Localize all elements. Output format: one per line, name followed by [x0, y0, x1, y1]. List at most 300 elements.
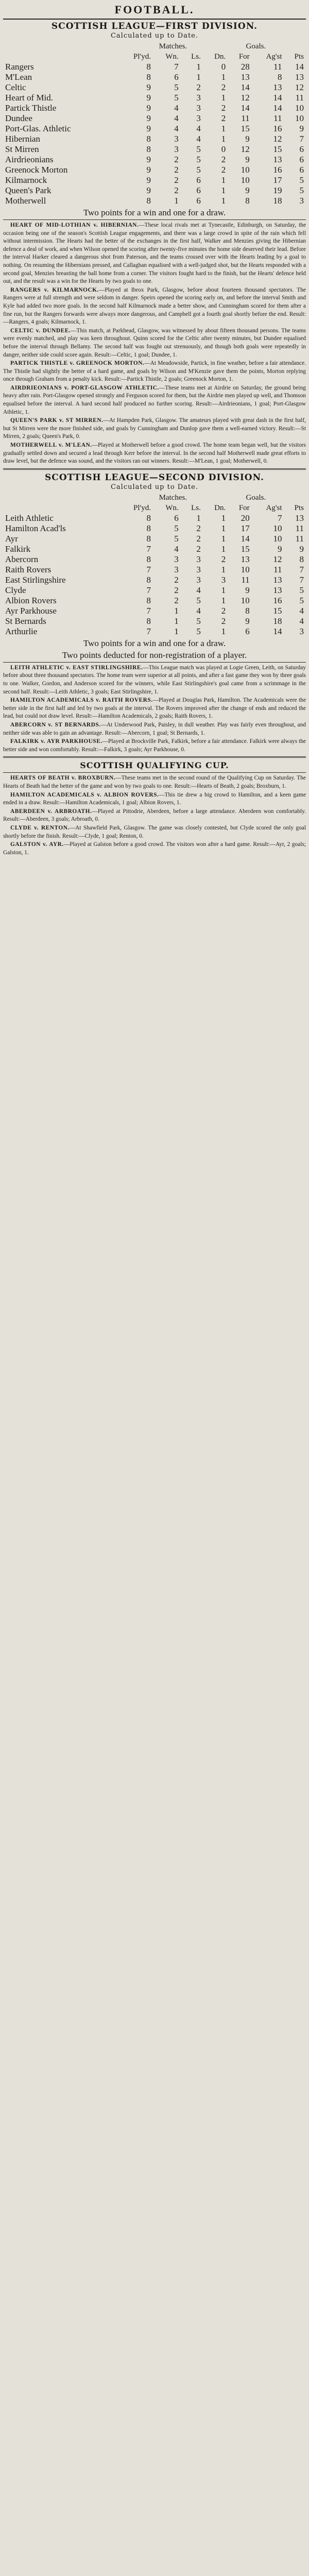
col-points-2: Pts: [294, 503, 304, 512]
match-heading: HAMILTON ACADEMICALS v. RAITH ROVERS.: [10, 697, 153, 704]
stat-cell: 6: [299, 165, 304, 175]
first-division-row: [3, 82, 306, 93]
stat-cell: 8: [146, 554, 151, 564]
team-name: Albion Rovers: [5, 595, 57, 605]
stat-cell: 11: [295, 93, 304, 103]
team-name: Kilmarnock: [5, 175, 47, 185]
stat-cell: 5: [299, 185, 304, 195]
match-heading: AIRDRIEONIANS v. PORT-GLASGOW ATHLETIC.: [10, 384, 159, 391]
team-name: Hamilton Acad'ls: [5, 523, 66, 533]
first-division-row: [3, 62, 306, 72]
second-division-subtitle: Calculated up to Date.: [110, 483, 199, 491]
second-division-reports: [3, 664, 306, 754]
stat-cell: 19: [273, 185, 282, 195]
second-division-row: [3, 565, 306, 575]
stat-cell: 8: [146, 513, 151, 523]
first-division-row: [3, 185, 306, 196]
stat-cell: 14: [241, 82, 250, 92]
stat-cell: 3: [196, 93, 201, 103]
stat-cell: 8: [146, 62, 151, 72]
qualifying-cup-report: [3, 774, 306, 790]
stat-cell: 7: [146, 585, 151, 595]
team-name: Greenock Morton: [5, 165, 68, 175]
match-text: —This tie drew a big crowd to Hamilton, and a keen game ended in a draw. Result:—Hamilton Academicals, 1 goal; Albion Rovers, 1.: [3, 791, 306, 806]
team-name: Heart of Mid.: [5, 93, 54, 103]
stat-cell: 13: [273, 82, 282, 92]
second-division-row: [3, 534, 306, 544]
second-division-group-header: [3, 493, 306, 503]
stat-cell: 9: [245, 585, 250, 595]
team-name: Celtic: [5, 82, 26, 92]
stat-cell: 7: [299, 564, 304, 574]
first-division-report: [3, 442, 306, 466]
first-division-report: [3, 327, 306, 359]
col-played: Pl'yd.: [133, 53, 151, 61]
second-division-row: [3, 585, 306, 596]
team-name: Queen's Park: [5, 185, 52, 195]
stat-cell: 1: [174, 626, 179, 636]
stat-cell: 1: [196, 62, 201, 72]
stat-cell: 10: [241, 165, 250, 175]
stat-cell: 8: [146, 144, 151, 154]
stat-cell: 6: [174, 513, 179, 523]
stat-cell: 11: [241, 574, 250, 585]
stat-cell: 14: [241, 533, 250, 544]
stat-cell: 4: [196, 605, 201, 616]
cup-separator: [3, 756, 306, 758]
stat-cell: 11: [295, 523, 304, 533]
match-text: —This match, at Parkhead, Glasgow, was witnessed by about fifteen thousand persons. The teams were evenly matched, and play was keen throughout. Quinn scored for the Celtic after twenty minutes, but Dundee equalised before the interval through Bellamy. The second half was fought out strenuously, and though both goals were repeatedly in danger, neither side could score again. Result:—Celtic, 1 goal; Dundee, 1.: [3, 327, 306, 358]
stat-cell: 4: [174, 124, 179, 133]
match-text: —At Shawfield Park, Glasgow. The game was closely contested, but Clyde scored the only goal shortly before the finish. Result:—Clyde, 1 goal; Renton, 0.: [3, 824, 306, 839]
stat-cell: 2: [196, 82, 201, 92]
match-heading: HAMILTON ACADEMICALS v. ALBION ROVERS.: [10, 791, 159, 798]
stat-cell: 10: [295, 113, 304, 123]
stat-cell: 5: [196, 165, 201, 175]
table-rule-2: [3, 662, 306, 663]
second-division-note-points: Two points for a win and one for a draw.: [83, 638, 226, 648]
stat-cell: 2: [221, 103, 226, 113]
second-division-note-deduction: Two points deducted for non-registration of a player.: [62, 650, 247, 660]
stat-cell: 4: [299, 605, 304, 616]
team-name: Falkirk: [5, 544, 31, 554]
stat-cell: 11: [295, 533, 304, 544]
stat-cell: 2: [221, 605, 226, 616]
stat-cell: 2: [221, 155, 226, 164]
masthead-rule: [3, 19, 306, 20]
first-division-report: [3, 384, 306, 416]
stat-cell: 3: [299, 626, 304, 636]
team-name: Clyde: [5, 585, 26, 595]
second-division-row: [3, 626, 306, 637]
col-goals-against-2: Ag'st: [266, 503, 282, 512]
stat-cell: 4: [174, 103, 179, 113]
stat-cell: 3: [196, 113, 201, 123]
match-heading: FALKIRK v. AYR PARKHOUSE.: [10, 738, 102, 745]
second-division-report: [3, 738, 306, 754]
match-heading: HEARTS OF BEATH v. BROXBURN.: [10, 775, 116, 782]
first-division-table: [3, 41, 306, 206]
stat-cell: 1: [221, 513, 226, 523]
goals-header: Goals.: [246, 42, 266, 50]
col-played-2: Pl'yd.: [133, 503, 151, 512]
stat-cell: 3: [196, 103, 201, 113]
stat-cell: 2: [174, 155, 179, 164]
stat-cell: 4: [196, 134, 201, 144]
stat-cell: 1: [221, 134, 226, 144]
first-division-report: [3, 417, 306, 441]
first-division-column-header: [3, 52, 306, 62]
stat-cell: 2: [174, 595, 179, 605]
first-division-group-header: [3, 41, 306, 52]
stat-cell: 8: [146, 523, 151, 533]
stat-cell: 8: [245, 605, 250, 616]
stat-cell: 9: [245, 134, 250, 144]
stat-cell: 12: [273, 554, 282, 564]
division-separator: [3, 468, 306, 470]
team-name: Partick Thistle: [5, 103, 57, 113]
stat-cell: 16: [273, 595, 282, 605]
qualifying-cup-report: [3, 791, 306, 807]
stat-cell: 2: [221, 554, 226, 564]
stat-cell: 1: [221, 72, 226, 82]
second-division-report: [3, 697, 306, 721]
stat-cell: 5: [196, 616, 201, 626]
stat-cell: 15: [241, 544, 250, 554]
stat-cell: 20: [241, 513, 250, 523]
stat-cell: 5: [196, 155, 201, 164]
stat-cell: 6: [174, 72, 179, 82]
match-heading: PARTICK THISTLE v. GREENOCK MORTON.: [10, 360, 145, 367]
stat-cell: 7: [146, 626, 151, 636]
stat-cell: 11: [273, 564, 282, 574]
first-division-row: [3, 165, 306, 175]
stat-cell: 14: [241, 103, 250, 113]
stat-cell: 18: [273, 616, 282, 626]
stat-cell: 18: [273, 196, 282, 206]
stat-cell: 16: [273, 124, 282, 133]
first-division-row: [3, 175, 306, 185]
stat-cell: 1: [221, 523, 226, 533]
team-name: Arthurlie: [5, 626, 38, 636]
stat-cell: 5: [196, 595, 201, 605]
first-division-report: [3, 360, 306, 384]
stat-cell: 13: [295, 72, 304, 82]
second-division-report: [3, 664, 306, 696]
match-heading: LEITH ATHLETIC v. EAST STIRLINGSHIRE.: [10, 664, 143, 671]
goals-header-2: Goals.: [246, 493, 266, 502]
qualifying-cup-title: SCOTTISH QUALIFYING CUP.: [80, 760, 229, 771]
stat-cell: 14: [295, 62, 304, 72]
match-text: —Played at Ibrox Park, Glasgow, before about fourteen thousand spectators. The Rangers were at full strength and were seldom in danger. Speirs opened the scoring early on, and before the interval Smith and Kyle had added two more goals. In the second half Kilmarnock made a better show, and Cunningham scored for them after a fine run, but the Rangers forwards were always more dangerous, and Campbell got a fourth goal shortly before the end. Result:—Rangers, 4 goals; Kilmarnock, 1.: [3, 286, 306, 326]
match-text: —Played at Douglas Park, Hamilton. The Academicals were the better side in the first half and led by two goals at the interval. The Rovers improved after the change of ends and reduced the lead, but could not draw level. Result:—Hamilton Academicals, 2 goals; Raith Rovers, 1.: [3, 697, 306, 720]
stat-cell: 5: [196, 626, 201, 636]
team-name: Leith Athletic: [5, 513, 54, 523]
stat-cell: 3: [196, 554, 201, 564]
match-text: —At Hampden Park, Glasgow. The amateurs played with great dash in the first half, but St Mirren were the more finished side, and goals by Cunningham and Dunlop gave them a well-earned victory. Result:—St Mirren, 2 goals; Queen's Park, 0.: [3, 417, 306, 440]
stat-cell: 1: [221, 533, 226, 544]
match-heading: CLYDE v. RENTON.: [10, 824, 70, 831]
stat-cell: 4: [174, 113, 179, 123]
second-division-row: [3, 513, 306, 523]
first-division-report: [3, 286, 306, 327]
stat-cell: 9: [245, 616, 250, 626]
stat-cell: 6: [245, 626, 250, 636]
second-division-row: [3, 544, 306, 554]
stat-cell: 7: [146, 544, 151, 554]
stat-cell: 12: [241, 144, 250, 154]
first-division-title: SCOTTISH LEAGUE—FIRST DIVISION.: [51, 21, 258, 31]
stat-cell: 1: [221, 595, 226, 605]
stat-cell: 1: [221, 585, 226, 595]
second-division-row: [3, 606, 306, 616]
stat-cell: 2: [221, 113, 226, 123]
first-division-note: Two points for a win and one for a draw.: [83, 208, 226, 217]
match-text: —These teams met at Airdrie on Saturday, the ground being heavy after rain. Port-Glasgow opened strongly and Ferguson scored for them, but the Airdrie men played up well, and Thomson equalised before the interval. A hard second half produced no further scoring. Result:—Airdrieonians, 1 goal; Port-Glasgow Athletic, 1.: [3, 384, 306, 415]
stat-cell: 5: [299, 175, 304, 185]
first-division-row: [3, 124, 306, 134]
stat-cell: 10: [241, 564, 250, 574]
stat-cell: 9: [146, 175, 151, 185]
second-division-column-header: [3, 503, 306, 513]
stat-cell: 9: [245, 185, 250, 195]
match-text: —Played at Galston before a good crowd. The visitors won after a hard game. Result:—Ayr, 2 goals; Galston, 1.: [3, 841, 306, 856]
stat-cell: 6: [299, 155, 304, 164]
stat-cell: 6: [299, 144, 304, 154]
col-drawn-2: Dn.: [214, 503, 226, 512]
stat-cell: 8: [146, 533, 151, 544]
second-division-row: [3, 523, 306, 534]
stat-cell: 17: [273, 175, 282, 185]
first-division-row: [3, 196, 306, 206]
stat-cell: 13: [295, 513, 304, 523]
stat-cell: 1: [221, 564, 226, 574]
section-masthead: FOOTBALL.: [114, 3, 195, 16]
stat-cell: 17: [241, 523, 250, 533]
stat-cell: 2: [174, 574, 179, 585]
stat-cell: 5: [174, 93, 179, 103]
stat-cell: 8: [146, 595, 151, 605]
stat-cell: 3: [174, 134, 179, 144]
stat-cell: 5: [196, 144, 201, 154]
first-division-rows: [3, 62, 306, 206]
stat-cell: 10: [273, 523, 282, 533]
stat-cell: 9: [299, 544, 304, 554]
stat-cell: 9: [146, 82, 151, 92]
stat-cell: 1: [174, 605, 179, 616]
stat-cell: 10: [241, 595, 250, 605]
second-division-rows: [3, 513, 306, 637]
team-name: Hibernian: [5, 134, 40, 144]
qualifying-cup-report: [3, 841, 306, 857]
stat-cell: 5: [299, 595, 304, 605]
second-division-row: [3, 575, 306, 585]
first-division-row: [3, 155, 306, 165]
team-name: Ayr: [5, 533, 18, 544]
match-heading: CELTIC v. DUNDEE.: [10, 327, 71, 334]
qualifying-cup-reports: [3, 774, 306, 857]
qualifying-cup-report: [3, 824, 306, 840]
stat-cell: 11: [273, 113, 282, 123]
stat-cell: 5: [299, 585, 304, 595]
stat-cell: 13: [273, 574, 282, 585]
col-won-2: Wn.: [165, 503, 179, 512]
stat-cell: 4: [196, 124, 201, 133]
col-lost-2: Ls.: [191, 503, 201, 512]
stat-cell: 15: [273, 605, 282, 616]
stat-cell: 9: [146, 113, 151, 123]
stat-cell: 2: [174, 175, 179, 185]
stat-cell: 6: [196, 175, 201, 185]
first-division-row: [3, 134, 306, 144]
first-division-report: [3, 222, 306, 286]
first-division-reports: [3, 222, 306, 466]
stat-cell: 16: [273, 165, 282, 175]
stat-cell: 7: [299, 574, 304, 585]
stat-cell: 1: [174, 616, 179, 626]
stat-cell: 0: [221, 144, 226, 154]
col-goals-against: Ag'st: [266, 53, 282, 61]
stat-cell: 1: [174, 196, 179, 206]
stat-cell: 14: [273, 103, 282, 113]
match-text: —At Underwood Park, Paisley, in dull weather. Play was fairly even throughout, and neither side was able to gain an advantage. Result:—Abercorn, 1 goal; St Bernards, 1.: [3, 721, 306, 736]
match-text: —Played at Motherwell before a good crowd. The home team began well, but the visitors gradually settled down and secured a lead through Kerr before the interval. In the second half Motherwell made great efforts to draw level, but the defence was sound, and the visitors ran out winners. Result:—M'Lean, 1 goal; Motherwell, 0.: [3, 442, 306, 465]
stat-cell: 2: [174, 165, 179, 175]
match-text: —Played at Pittodrie, Aberdeen, before a large attendance. Aberdeen won comfortably. Result:—Aberdeen, 3 goals; Arbroath, 0.: [3, 808, 306, 823]
stat-cell: 7: [174, 62, 179, 72]
match-heading: ABERDEEN v. ARBROATH.: [10, 808, 92, 815]
stat-cell: 7: [146, 564, 151, 574]
cup-rule: [3, 772, 306, 773]
team-name: St Mirren: [5, 144, 39, 154]
stat-cell: 10: [273, 533, 282, 544]
col-won: Wn.: [165, 53, 179, 61]
stat-cell: 9: [146, 185, 151, 195]
col-drawn: Dn.: [214, 53, 226, 61]
stat-cell: 9: [146, 124, 151, 133]
stat-cell: 1: [221, 93, 226, 103]
second-division-table: [3, 493, 306, 637]
stat-cell: 28: [241, 62, 250, 72]
stat-cell: 5: [174, 82, 179, 92]
stat-cell: 12: [241, 93, 250, 103]
stat-cell: 4: [196, 585, 201, 595]
first-division-row: [3, 113, 306, 124]
team-name: Rangers: [5, 62, 34, 72]
table-rule: [3, 219, 306, 220]
stat-cell: 15: [241, 124, 250, 133]
stat-cell: 3: [196, 564, 201, 574]
team-name: Motherwell: [5, 196, 46, 206]
stat-cell: 12: [295, 82, 304, 92]
stat-cell: 7: [299, 134, 304, 144]
stat-cell: 7: [146, 605, 151, 616]
team-name: M'Lean: [5, 72, 32, 82]
match-heading: HEART OF MID-LOTHIAN v. HIBERNIAN.: [10, 222, 139, 228]
team-name: St Bernards: [5, 616, 46, 626]
match-text: —At Meadowside, Partick, in fine weather, before a fair attendance. The Thistle had slightly the better of a hard game, and goals by Wilson and M'Kenzie gave them the points, Morton replying once through Graham from a penalty kick. Result:—Partick Thistle, 2 goals; Greenock Morton, 1.: [3, 360, 306, 383]
first-division-row: [3, 72, 306, 82]
stat-cell: 8: [146, 134, 151, 144]
stat-cell: 3: [174, 144, 179, 154]
col-goals-for: For: [238, 53, 250, 61]
stat-cell: 5: [174, 523, 179, 533]
first-division-row: [3, 103, 306, 113]
stat-cell: 3: [174, 564, 179, 574]
stat-cell: 8: [278, 72, 282, 82]
col-lost: Ls.: [191, 53, 201, 61]
match-text: —This League match was played at Logie Green, Leith, on Saturday before about three thousand spectators. The home team were superior at all points, and after a fast game they won by three goals to one. Walker, Gordon, and Anderson scored for the winners, while East Stirlingshire's goal came from a scrimmage in the second half. Result:—Leith Athletic, 3 goals; East Stirlingshire, 1.: [3, 664, 306, 695]
stat-cell: 7: [278, 513, 282, 523]
team-name: Abercorn: [5, 554, 39, 564]
stat-cell: 2: [221, 165, 226, 175]
matches-header: Matches.: [159, 42, 187, 50]
stat-cell: 10: [241, 175, 250, 185]
stat-cell: 2: [196, 544, 201, 554]
qualifying-cup-report: [3, 808, 306, 824]
stat-cell: 8: [146, 616, 151, 626]
stat-cell: 9: [245, 155, 250, 164]
match-heading: GALSTON v. AYR.: [10, 841, 64, 848]
col-goals-for-2: For: [238, 503, 250, 512]
team-name: Ayr Parkhouse: [5, 605, 57, 616]
first-division-subtitle: Calculated up to Date.: [110, 32, 199, 40]
stat-cell: 13: [241, 554, 250, 564]
stat-cell: 8: [146, 196, 151, 206]
stat-cell: 6: [196, 196, 201, 206]
match-heading: MOTHERWELL v. M'LEAN.: [10, 442, 92, 449]
stat-cell: 8: [245, 196, 250, 206]
stat-cell: 6: [196, 185, 201, 195]
stat-cell: 15: [273, 144, 282, 154]
stat-cell: 8: [299, 554, 304, 564]
first-division-row: [3, 93, 306, 103]
stat-cell: 13: [241, 72, 250, 82]
match-heading: QUEEN'S PARK v. ST MIRREN.: [10, 417, 104, 424]
second-division-row: [3, 596, 306, 606]
stat-cell: 13: [273, 155, 282, 164]
stat-cell: 10: [295, 103, 304, 113]
team-name: Port-Glas. Athletic: [5, 124, 71, 133]
stat-cell: 2: [221, 82, 226, 92]
stat-cell: 1: [221, 185, 226, 195]
stat-cell: 2: [196, 523, 201, 533]
stat-cell: 1: [221, 544, 226, 554]
stat-cell: 3: [221, 574, 226, 585]
match-heading: RANGERS v. KILMARNOCK.: [10, 286, 99, 293]
matches-header-2: Matches.: [159, 493, 187, 502]
first-division-row: [3, 144, 306, 155]
stat-cell: 4: [299, 616, 304, 626]
stat-cell: 9: [146, 93, 151, 103]
stat-cell: 12: [273, 134, 282, 144]
stat-cell: 11: [273, 62, 282, 72]
team-name: Airdrieonians: [5, 155, 54, 164]
stat-cell: 9: [146, 155, 151, 164]
stat-cell: 0: [221, 62, 226, 72]
stat-cell: 2: [174, 585, 179, 595]
stat-cell: 14: [273, 626, 282, 636]
stat-cell: 3: [196, 574, 201, 585]
stat-cell: 9: [146, 103, 151, 113]
second-division-row: [3, 554, 306, 565]
stat-cell: 5: [174, 533, 179, 544]
stat-cell: 8: [146, 72, 151, 82]
stat-cell: 3: [299, 196, 304, 206]
col-points: Pts: [294, 53, 304, 61]
stat-cell: 1: [221, 175, 226, 185]
stat-cell: 1: [221, 626, 226, 636]
